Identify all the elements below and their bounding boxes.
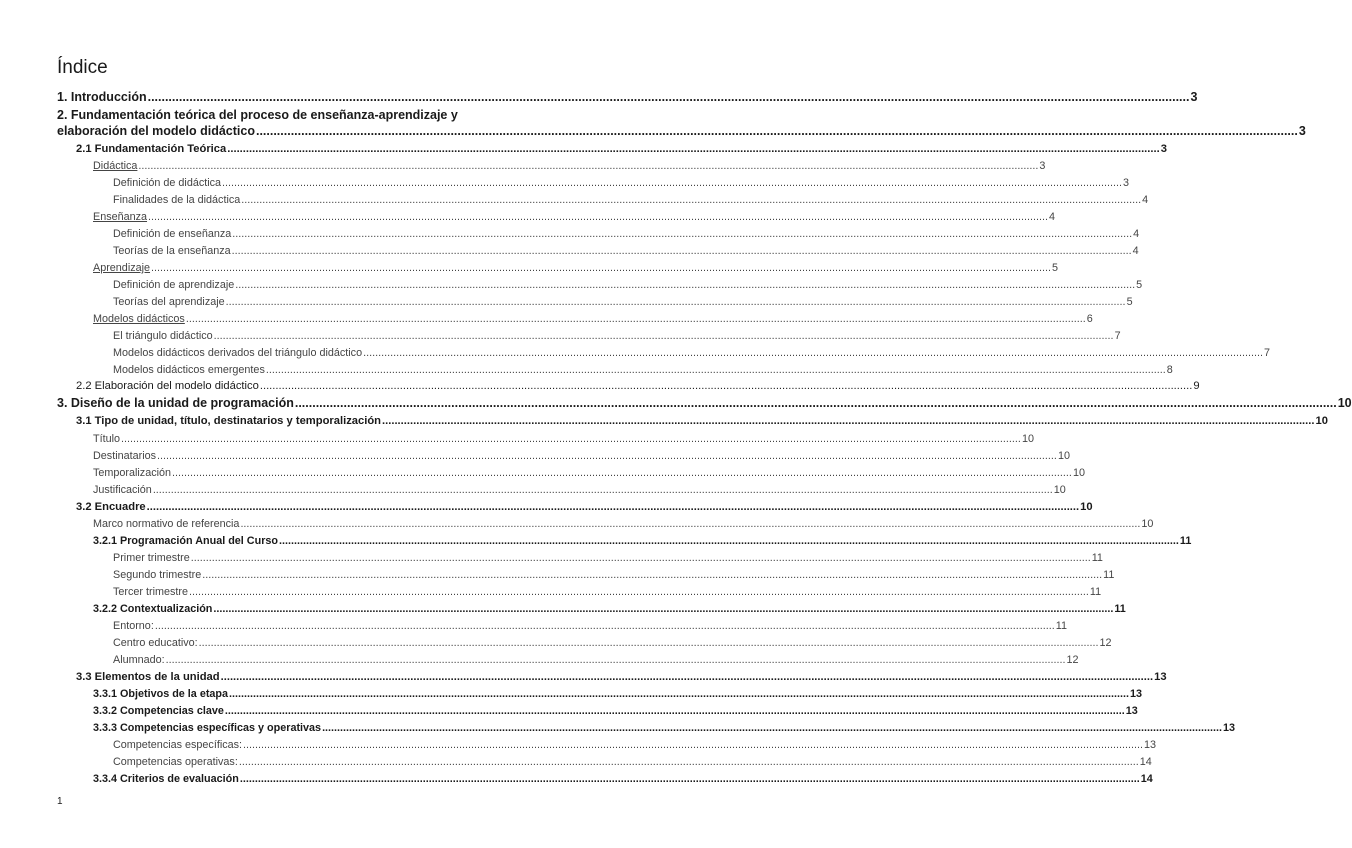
toc-leader-dots: ............................................................................................................................................................................................................................................................................................................ bbox=[322, 722, 1222, 734]
toc-entry-title: El triángulo didáctico bbox=[113, 330, 213, 342]
toc-leader-dots: ............................................................................................................................................................................................................................................................................................................ bbox=[165, 654, 1066, 666]
toc-entry-title: 3.3 Elementos de la unidad bbox=[76, 671, 220, 683]
toc-page-number: 10 bbox=[1072, 467, 1085, 479]
toc-leader-dots: ............................................................................................................................................................................................................................................................................................................ bbox=[294, 396, 1337, 410]
toc-leader-dots: ............................................................................................................................................................................................................................................................................................................ bbox=[185, 313, 1086, 325]
toc-entry-title: Competencias operativas: bbox=[113, 756, 238, 768]
toc-page-number: 10 bbox=[1053, 484, 1066, 496]
toc-page-number: 11 bbox=[1089, 586, 1102, 598]
toc-entry-title: Definición de enseñanza bbox=[113, 228, 232, 240]
toc-page-number: 11 bbox=[1055, 620, 1067, 632]
toc-entry-title: 3.3.3 Competencias específicas y operativas bbox=[93, 722, 322, 734]
toc-entry-title: 2.1 Fundamentación Teórica bbox=[76, 143, 227, 155]
toc-page-number: 10 bbox=[1021, 433, 1034, 445]
toc-entry-title: Tercer trimestre bbox=[113, 586, 188, 598]
toc-leader-dots: ............................................................................................................................................................................................................................................................................................................ bbox=[147, 90, 1190, 104]
toc-leader-dots: ............................................................................................................................................................................................................................................................................................................ bbox=[213, 603, 1114, 615]
toc-leader-dots: ............................................................................................................................................................................................................................................................................................................ bbox=[146, 501, 1080, 513]
page-title: Índice bbox=[57, 57, 108, 78]
toc-entry[interactable] bbox=[93, 516, 1154, 530]
toc-entry[interactable] bbox=[113, 192, 1149, 206]
toc-entry-title: Título bbox=[93, 433, 121, 445]
toc-leader-dots: ............................................................................................................................................................................................................................................................................................................ bbox=[265, 364, 1166, 376]
toc-page-number: 3 bbox=[1122, 177, 1129, 189]
toc-page-number: 8 bbox=[1166, 364, 1173, 376]
toc-entry-title: Segundo trimestre bbox=[113, 569, 202, 581]
toc-entry-title: Modelos didácticos emergentes bbox=[113, 364, 265, 376]
toc-entry-title: elaboración del modelo didáctico bbox=[57, 124, 255, 138]
toc-leader-dots: ............................................................................................................................................................................................................................................................................................................ bbox=[148, 211, 1048, 223]
toc-entry-title: Primer trimestre bbox=[113, 552, 190, 564]
toc-leader-dots: ............................................................................................................................................................................................................................................................................................................ bbox=[227, 143, 1160, 155]
toc-page-number: 10 bbox=[1057, 450, 1070, 462]
toc-page-number: 10 bbox=[1080, 501, 1093, 513]
toc-entry[interactable] bbox=[76, 141, 1167, 155]
toc-page-number: 13 bbox=[1125, 705, 1138, 717]
toc-leader-dots: ............................................................................................................................................................................................................................................................................................................ bbox=[172, 467, 1072, 479]
toc-page-number: 12 bbox=[1066, 654, 1079, 666]
toc-entry-title: 2. Fundamentación teórica del proceso de enseñanza-aprendizaje y bbox=[57, 108, 458, 122]
toc-entry-title: Didáctica bbox=[93, 160, 138, 172]
toc-entry[interactable] bbox=[76, 669, 1167, 683]
toc-leader-dots: ............................................................................................................................................................................................................................................................................................................ bbox=[232, 228, 1133, 240]
toc-leader-dots: ............................................................................................................................................................................................................................................................................................................ bbox=[382, 415, 1315, 427]
toc-entry[interactable] bbox=[113, 567, 1115, 581]
toc-page-number: 3 bbox=[1298, 124, 1306, 138]
toc-entry[interactable] bbox=[113, 362, 1173, 376]
toc-entry-title: Aprendizaje bbox=[93, 262, 151, 274]
toc-leader-dots: ............................................................................................................................................................................................................................................................................................................ bbox=[241, 194, 1142, 206]
toc-page-number: 11 bbox=[1103, 569, 1115, 581]
toc-entry[interactable] bbox=[57, 396, 1352, 410]
toc-leader-dots: ............................................................................................................................................................................................................................................................................................................ bbox=[243, 739, 1143, 751]
toc-entry-title: 3.3.1 Objetivos de la etapa bbox=[93, 688, 229, 700]
toc-entry[interactable] bbox=[57, 90, 1198, 104]
toc-page-number: 3 bbox=[1039, 160, 1046, 172]
toc-entry-title: 1. Introducción bbox=[57, 90, 147, 104]
toc-entry[interactable] bbox=[113, 345, 1271, 359]
toc-entry-title: Finalidades de la didáctica bbox=[113, 194, 241, 206]
toc-entry[interactable] bbox=[93, 448, 1070, 462]
toc-entry[interactable] bbox=[76, 413, 1328, 427]
toc-entry[interactable] bbox=[93, 311, 1093, 325]
toc-leader-dots: ............................................................................................................................................................................................................................................................................................................ bbox=[213, 330, 1114, 342]
toc-entry[interactable] bbox=[113, 737, 1156, 751]
toc-entry-title: 3.3.4 Criterios de evaluación bbox=[93, 773, 239, 785]
toc-entry[interactable] bbox=[113, 277, 1143, 291]
toc-entry-title: 3.2.2 Contextualización bbox=[93, 603, 213, 615]
toc-entry-title: Teorías del aprendizaje bbox=[113, 296, 225, 308]
toc-leader-dots: ............................................................................................................................................................................................................................................................................................................ bbox=[152, 484, 1053, 496]
toc-entry[interactable] bbox=[113, 652, 1079, 666]
toc-entry-title: Temporalización bbox=[93, 467, 172, 479]
toc-page-number: 7 bbox=[1114, 330, 1121, 342]
toc-page-number: 11 bbox=[1114, 603, 1126, 615]
toc-entry[interactable] bbox=[57, 124, 1306, 138]
toc-page-number: 3 bbox=[1160, 143, 1167, 155]
toc-page-number: 5 bbox=[1136, 279, 1143, 291]
toc-page-number: 4 bbox=[1142, 194, 1149, 206]
toc-leader-dots: ............................................................................................................................................................................................................................................................................................................ bbox=[198, 637, 1099, 649]
toc-page-number: 5 bbox=[1051, 262, 1058, 274]
toc-entry-title: Definición de didáctica bbox=[113, 177, 222, 189]
toc-entry[interactable] bbox=[113, 294, 1133, 308]
toc-page-number: 7 bbox=[1264, 347, 1271, 359]
toc-page-number: 9 bbox=[1193, 380, 1200, 392]
toc-entry[interactable] bbox=[113, 584, 1102, 598]
toc-leader-dots: ............................................................................................................................................................................................................................................................................................................ bbox=[222, 177, 1122, 189]
toc-entry-title: Justificación bbox=[93, 484, 152, 496]
toc-page-number: 13 bbox=[1129, 688, 1142, 700]
toc-entry[interactable] bbox=[57, 108, 543, 122]
page-number: 1 bbox=[57, 796, 63, 807]
toc-entry-title: Definición de aprendizaje bbox=[113, 279, 235, 291]
toc-entry-title: Teorías de la enseñanza bbox=[113, 245, 231, 257]
toc-entry[interactable] bbox=[93, 209, 1055, 223]
toc-page-number: 13 bbox=[1143, 739, 1156, 751]
toc-entry-title: Competencias específicas: bbox=[113, 739, 243, 751]
toc-page-number: 12 bbox=[1099, 637, 1112, 649]
toc-entry[interactable] bbox=[93, 260, 1058, 274]
toc-entry-title: 3.1 Tipo de unidad, título, destinatarios y temporalización bbox=[76, 415, 382, 427]
toc-page-number: 3 bbox=[1190, 90, 1198, 104]
toc-entry-title: Marco normativo de referencia bbox=[93, 518, 240, 530]
toc-entry[interactable] bbox=[93, 771, 1153, 785]
toc-entry[interactable] bbox=[93, 601, 1126, 615]
toc-leader-dots: ............................................................................................................................................................................................................................................................................................................ bbox=[279, 535, 1179, 547]
toc-leader-dots: ............................................................................................................................................................................................................................................................................................................ bbox=[231, 245, 1132, 257]
toc-leader-dots: ............................................................................................................................................................................................................................................................................................................ bbox=[157, 450, 1057, 462]
toc-leader-dots: ............................................................................................................................................................................................................................................................................................................ bbox=[259, 380, 1193, 392]
toc-page-number: 4 bbox=[1132, 245, 1139, 257]
toc-entry[interactable] bbox=[93, 465, 1085, 479]
toc-entry[interactable] bbox=[93, 158, 1046, 172]
toc-entry[interactable] bbox=[113, 226, 1140, 240]
toc-entry[interactable] bbox=[93, 686, 1142, 700]
toc-leader-dots: ............................................................................................................................................................................................................................................................................................................ bbox=[229, 688, 1129, 700]
toc-entry[interactable] bbox=[113, 618, 1067, 632]
toc-entry-title: 3.3.2 Competencias clave bbox=[93, 705, 224, 717]
toc-entry-title: 3. Diseño de la unidad de programación bbox=[57, 396, 294, 410]
toc-entry-title: 2.2 Elaboración del modelo didáctico bbox=[76, 380, 259, 392]
toc-page-number: 10 bbox=[1337, 396, 1352, 410]
toc-page-number: 11 bbox=[1091, 552, 1103, 564]
toc-entry-title: 3.2.1 Programación Anual del Curso bbox=[93, 535, 278, 547]
toc-leader-dots: ............................................................................................................................................................................................................................................................................................................ bbox=[238, 756, 1139, 768]
toc-page-number: 4 bbox=[1133, 228, 1140, 240]
toc-entry[interactable] bbox=[113, 243, 1139, 257]
toc-leader-dots: ............................................................................................................................................................................................................................................................................................................ bbox=[189, 586, 1089, 598]
toc-entry[interactable] bbox=[93, 431, 1034, 445]
toc-leader-dots: ............................................................................................................................................................................................................................................................................................................ bbox=[239, 773, 1140, 785]
toc-entry[interactable] bbox=[113, 175, 1129, 189]
toc-entry[interactable] bbox=[113, 754, 1152, 768]
toc-entry[interactable] bbox=[76, 378, 1200, 392]
toc-entry[interactable] bbox=[113, 328, 1121, 342]
toc-entry-title: 3.2 Encuadre bbox=[76, 501, 146, 513]
toc-page-number: 14 bbox=[1140, 773, 1153, 785]
toc-entry[interactable] bbox=[93, 720, 1235, 734]
toc-entry[interactable] bbox=[93, 482, 1066, 496]
toc-entry[interactable] bbox=[76, 499, 1093, 513]
toc-page-number: 13 bbox=[1154, 671, 1167, 683]
toc-leader-dots: ............................................................................................................................................................................................................................................................................................................ bbox=[235, 279, 1136, 291]
toc-entry-title: Enseñanza bbox=[93, 211, 148, 223]
toc-entry-title: Entorno: bbox=[113, 620, 154, 632]
toc-leader-dots: ............................................................................................................................................................................................................................................................................................................ bbox=[240, 518, 1141, 530]
toc-leader-dots: ............................................................................................................................................................................................................................................................................................................ bbox=[255, 124, 1298, 138]
toc-entry-title: Destinatarios bbox=[93, 450, 157, 462]
toc-entry-title: Alumnado: bbox=[113, 654, 165, 666]
toc-leader-dots: ............................................................................................................................................................................................................................................................................................................ bbox=[154, 620, 1055, 632]
toc-leader-dots: ............................................................................................................................................................................................................................................................................................................ bbox=[225, 296, 1126, 308]
toc-entry-title: Modelos didácticos bbox=[93, 313, 185, 325]
toc-page-number: 14 bbox=[1139, 756, 1152, 768]
toc-leader-dots: ............................................................................................................................................................................................................................................................................................................ bbox=[224, 705, 1125, 717]
toc-page-number: 5 bbox=[1126, 296, 1133, 308]
toc-page-number: 6 bbox=[1086, 313, 1093, 325]
toc-entry[interactable] bbox=[93, 533, 1192, 547]
toc-page-number: 11 bbox=[1179, 535, 1192, 547]
toc-entry-title: Modelos didácticos derivados del triángulo didáctico bbox=[113, 347, 363, 359]
toc-leader-dots: ............................................................................................................................................................................................................................................................................................................ bbox=[202, 569, 1103, 581]
toc-leader-dots: ............................................................................................................................................................................................................................................................................................................ bbox=[138, 160, 1039, 172]
toc-entry[interactable] bbox=[113, 635, 1112, 649]
toc-page-number: 10 bbox=[1141, 518, 1154, 530]
toc-page-number: 13 bbox=[1222, 722, 1235, 734]
toc-entry[interactable] bbox=[93, 703, 1138, 717]
toc-entry[interactable] bbox=[113, 550, 1103, 564]
toc-leader-dots: ............................................................................................................................................................................................................................................................................................................ bbox=[190, 552, 1091, 564]
toc-page-number: 4 bbox=[1048, 211, 1055, 223]
toc-leader-dots: ............................................................................................................................................................................................................................................................................................................ bbox=[363, 347, 1263, 359]
toc-entry-title: Centro educativo: bbox=[113, 637, 198, 649]
toc-leader-dots: ............................................................................................................................................................................................................................................................................................................ bbox=[121, 433, 1021, 445]
toc-leader-dots: ............................................................................................................................................................................................................................................................................................................ bbox=[151, 262, 1051, 274]
toc-leader-dots: ............................................................................................................................................................................................................................................................................................................ bbox=[220, 671, 1154, 683]
toc-page-number: 10 bbox=[1315, 415, 1328, 427]
